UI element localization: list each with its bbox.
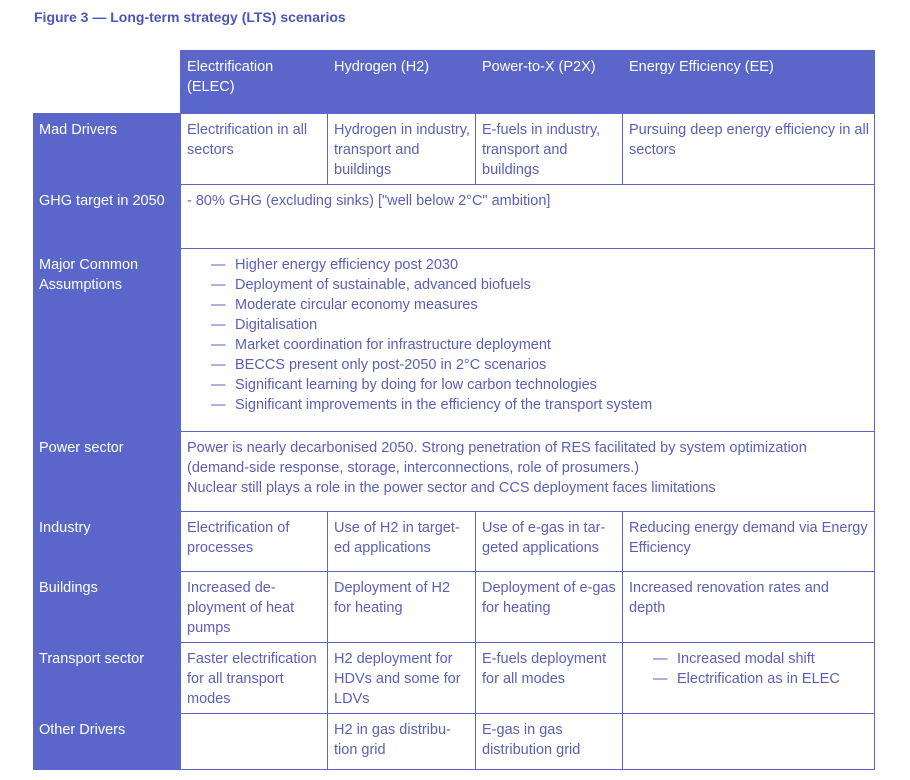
table-row bbox=[34, 572, 875, 643]
row-header-ghg: GHG target in 2050 bbox=[34, 185, 181, 249]
table-cell: Pursuing deep energy efficiency in all sectors bbox=[623, 114, 875, 185]
table-cell: Deployment of e-gas for heating bbox=[476, 572, 623, 643]
row-header-assumptions: Major Common Assumptions bbox=[34, 249, 181, 432]
table-cell: E-fuels deployment for all modes bbox=[476, 643, 623, 714]
table-cell: Electrification in all sectors bbox=[181, 114, 328, 185]
table-row bbox=[34, 185, 875, 249]
row-header-industry: Industry bbox=[34, 512, 181, 572]
column-header-p2x: Power-to-X (P2X) bbox=[476, 51, 623, 114]
table-cell bbox=[181, 714, 328, 770]
table-row bbox=[34, 643, 875, 714]
figure-title: Figure 3 — Long-term strategy (LTS) scenarios bbox=[34, 9, 346, 25]
assumptions-list bbox=[187, 255, 869, 415]
list-item: — Digitalisation bbox=[211, 315, 869, 335]
power-sector-cell bbox=[181, 432, 875, 512]
list-item: — BECCS present only post-2050 in 2°C scenarios bbox=[211, 355, 869, 375]
row-header-buildings: Buildings bbox=[34, 572, 181, 643]
table-row bbox=[34, 512, 875, 572]
table-cell: H2 in gas distribu-tion grid bbox=[328, 714, 476, 770]
ghg-target-cell: - 80% GHG (excluding sinks) ["well below 2°C" ambition] bbox=[181, 185, 875, 249]
list-item: — Deployment of sustainable, advanced biofuels bbox=[211, 275, 869, 295]
list-item: — Electrification as in ELEC bbox=[653, 669, 869, 689]
table-cell: Use of H2 in target-ed applications bbox=[328, 512, 476, 572]
power-line: Nuclear still plays a role in the power sector and CCS deployment faces limitations bbox=[187, 480, 716, 496]
column-header-elec: Electrification (ELEC) bbox=[181, 51, 328, 114]
header-row bbox=[34, 51, 875, 114]
power-line: Power is nearly decarbonised 2050. Strong penetration of RES facilitated by system optimization bbox=[187, 440, 807, 456]
column-header-h2: Hydrogen (H2) bbox=[328, 51, 476, 114]
list-item: — Higher energy efficiency post 2030 bbox=[211, 255, 869, 275]
transport-ee-list bbox=[629, 649, 869, 689]
list-item: — Moderate circular economy measures bbox=[211, 295, 869, 315]
table-cell: Faster electrification for all transport modes bbox=[181, 643, 328, 714]
table-cell: Hydrogen in industry, transport and buildings bbox=[328, 114, 476, 185]
table-cell: Deployment of H2 for heating bbox=[328, 572, 476, 643]
table-cell: Increased renovation rates and depth bbox=[623, 572, 875, 643]
table-row bbox=[34, 432, 875, 512]
table-cell: Electrification of processes bbox=[181, 512, 328, 572]
table-row bbox=[34, 714, 875, 770]
corner-cell bbox=[34, 51, 181, 114]
table-cell: Increased de-ployment of heat pumps bbox=[181, 572, 328, 643]
table-cell: Use of e-gas in tar-geted applications bbox=[476, 512, 623, 572]
table-cell: H2 deployment for HDVs and some for LDVs bbox=[328, 643, 476, 714]
table-cell bbox=[623, 643, 875, 714]
assumptions-cell bbox=[181, 249, 875, 432]
list-item: — Significant improvements in the efficiency of the transport system bbox=[211, 395, 869, 415]
row-header-mad-drivers: Mad Drivers bbox=[34, 114, 181, 185]
table-cell: E-gas in gas distribution grid bbox=[476, 714, 623, 770]
table-cell: E-fuels in industry, transport and buildings bbox=[476, 114, 623, 185]
power-line: (demand-side response, storage, interconnections, role of prosumers.) bbox=[187, 460, 640, 476]
table-cell bbox=[623, 714, 875, 770]
row-header-other: Other Drivers bbox=[34, 714, 181, 770]
table-row bbox=[34, 249, 875, 432]
table-row bbox=[34, 114, 875, 185]
list-item: — Market coordination for infrastructure deployment bbox=[211, 335, 869, 355]
list-item: — Significant learning by doing for low carbon technologies bbox=[211, 375, 869, 395]
row-header-power: Power sector bbox=[34, 432, 181, 512]
list-item: — Increased modal shift bbox=[653, 649, 869, 669]
scenarios-table bbox=[33, 50, 875, 770]
column-header-ee: Energy Efficiency (EE) bbox=[623, 51, 875, 114]
row-header-transport: Transport sector bbox=[34, 643, 181, 714]
table-cell: Reducing energy demand via Energy Efficiency bbox=[623, 512, 875, 572]
